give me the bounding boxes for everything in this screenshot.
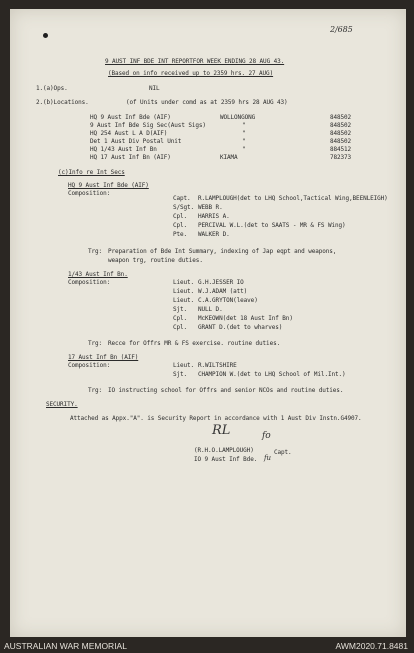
unit-heading: 1/43 Aust Inf Bn. bbox=[68, 271, 128, 278]
handwritten-signature: RL bbox=[212, 423, 231, 438]
location-unit: HQ 17 Aust Inf Bn (AIF) bbox=[90, 154, 171, 161]
member-rank: Cpl. bbox=[173, 315, 188, 322]
member-rank: Cpl. bbox=[173, 213, 188, 220]
location-ref: 884512 bbox=[330, 146, 352, 153]
member-rank: Cpl. bbox=[173, 222, 188, 229]
reference-number: 2/685 bbox=[330, 25, 353, 34]
member-name: G.H.JESSER IO bbox=[198, 279, 244, 286]
member-rank: Pte. bbox=[173, 231, 188, 238]
location-ref: 848502 bbox=[330, 114, 352, 121]
member-rank: Sjt. bbox=[173, 371, 188, 378]
location-place: " bbox=[242, 130, 246, 137]
member-name: NULL D. bbox=[198, 306, 223, 313]
member-rank: Lieut. bbox=[173, 362, 195, 369]
member-name: WEBB R. bbox=[198, 204, 223, 211]
training-label: Trg: bbox=[88, 248, 103, 255]
ops-label: 1.(a)Ops. bbox=[36, 85, 68, 92]
locations-label: 2.(b)Locations. bbox=[36, 99, 89, 106]
archive-footer bbox=[0, 639, 414, 653]
unit-heading: HQ 9 Aust Inf Bde (AIF) bbox=[68, 182, 149, 189]
location-ref: 848502 bbox=[330, 130, 352, 137]
member-name: R.LAMPLOUGH(det to LHQ School,Tactical Wing,BEENLEIGH) bbox=[198, 195, 388, 202]
training-text: Preparation of Bde Int Summary, indexing of Jap eqpt and weapons, bbox=[108, 248, 337, 255]
location-place: KIAMA bbox=[220, 154, 238, 161]
location-ref: 848502 bbox=[330, 138, 352, 145]
location-unit: Det 1 Aust Div Postal Unit bbox=[90, 138, 182, 145]
training-label: Trg: bbox=[88, 340, 103, 347]
location-place: " bbox=[242, 122, 246, 129]
locations-text: (of Units under comd as at 2359 hrs 28 AUG 43) bbox=[126, 99, 288, 106]
location-ref: 782373 bbox=[330, 154, 352, 161]
location-place: " bbox=[242, 146, 246, 153]
security-label: SECURITY. bbox=[46, 401, 78, 408]
location-unit: HQ 254 Aust L A D(AIF) bbox=[90, 130, 168, 137]
security-text: Attached as Appx."A". is Security Report in accordance with 1 Aust Div Instn.G4907. bbox=[70, 415, 362, 422]
member-rank: Capt. bbox=[173, 195, 191, 202]
member-name: HARRIS A. bbox=[198, 213, 230, 220]
report-basis: (Based on info received up to 2359 hrs. 27 AUG) bbox=[108, 70, 274, 77]
member-rank: Sjt. bbox=[173, 306, 188, 313]
member-name: McKEOWN(det 18 Aust Inf Bn) bbox=[198, 315, 293, 322]
location-unit: HQ 9 Aust Inf Bde (AIF) bbox=[90, 114, 171, 121]
location-place: WOLLONGONG bbox=[220, 114, 256, 121]
training-text: Recce for Offrs MR & FS exercise. routine duties. bbox=[108, 340, 281, 347]
signatory-rank: Capt. bbox=[274, 449, 292, 456]
training-label: Trg: bbox=[88, 387, 103, 394]
member-rank: Lieut. bbox=[173, 288, 195, 295]
location-ref: 848502 bbox=[330, 122, 352, 129]
composition-label: Composition: bbox=[68, 362, 111, 369]
training-text: weapon trg, routine duties. bbox=[108, 257, 203, 264]
training-text: IO instructing school for Offrs and senior NCOs and routine duties. bbox=[108, 387, 344, 394]
report-title: 9 AUST INF BDE INT REPORTFOR WEEK ENDING 28 AUG 43. bbox=[105, 58, 285, 65]
archive-name: AUSTRALIAN WAR MEMORIAL bbox=[4, 641, 127, 651]
signatory-name: (R.H.O.LAMPLOUGH) bbox=[194, 447, 254, 454]
member-name: GRANT D.(det to wharves) bbox=[198, 324, 283, 331]
member-rank: Lieut. bbox=[173, 279, 195, 286]
location-unit: HQ 1/43 Aust Inf Bn bbox=[90, 146, 157, 153]
member-name: WALKER D. bbox=[198, 231, 230, 238]
member-name: PERCIVAL W.L.(det to SAATS - MR & FS Wing) bbox=[198, 222, 346, 229]
composition-label: Composition: bbox=[68, 279, 111, 286]
member-rank: S/Sgt. bbox=[173, 204, 195, 211]
composition-label: Composition: bbox=[68, 190, 111, 197]
handwritten-initial: fo bbox=[262, 431, 271, 441]
document-page bbox=[10, 9, 406, 637]
member-name: R.WILTSHIRE bbox=[198, 362, 237, 369]
handwritten-mark: fu bbox=[264, 454, 271, 462]
member-name: W.J.ADAM (att) bbox=[198, 288, 248, 295]
member-name: C.A.GRYTON(leave) bbox=[198, 297, 258, 304]
ops-value: NIL bbox=[149, 85, 160, 92]
int-secs-heading: (c)Info re Int Secs bbox=[58, 169, 125, 176]
archive-id: AWM2020.71.8481 bbox=[335, 641, 408, 651]
member-rank: Lieut. bbox=[173, 297, 195, 304]
signatory-role: IO 9 Aust Inf Bde. bbox=[194, 456, 258, 463]
unit-heading: 17 Aust Inf Bn (AIF) bbox=[68, 354, 139, 361]
member-rank: Cpl. bbox=[173, 324, 188, 331]
location-unit: 9 Aust Inf Bde Sig Sec(Aust Sigs) bbox=[90, 122, 206, 129]
member-name: CHAMPION W.(det to LHQ School of Mil.Int.) bbox=[198, 371, 346, 378]
punch-hole-mark bbox=[43, 33, 48, 38]
location-place: " bbox=[242, 138, 246, 145]
